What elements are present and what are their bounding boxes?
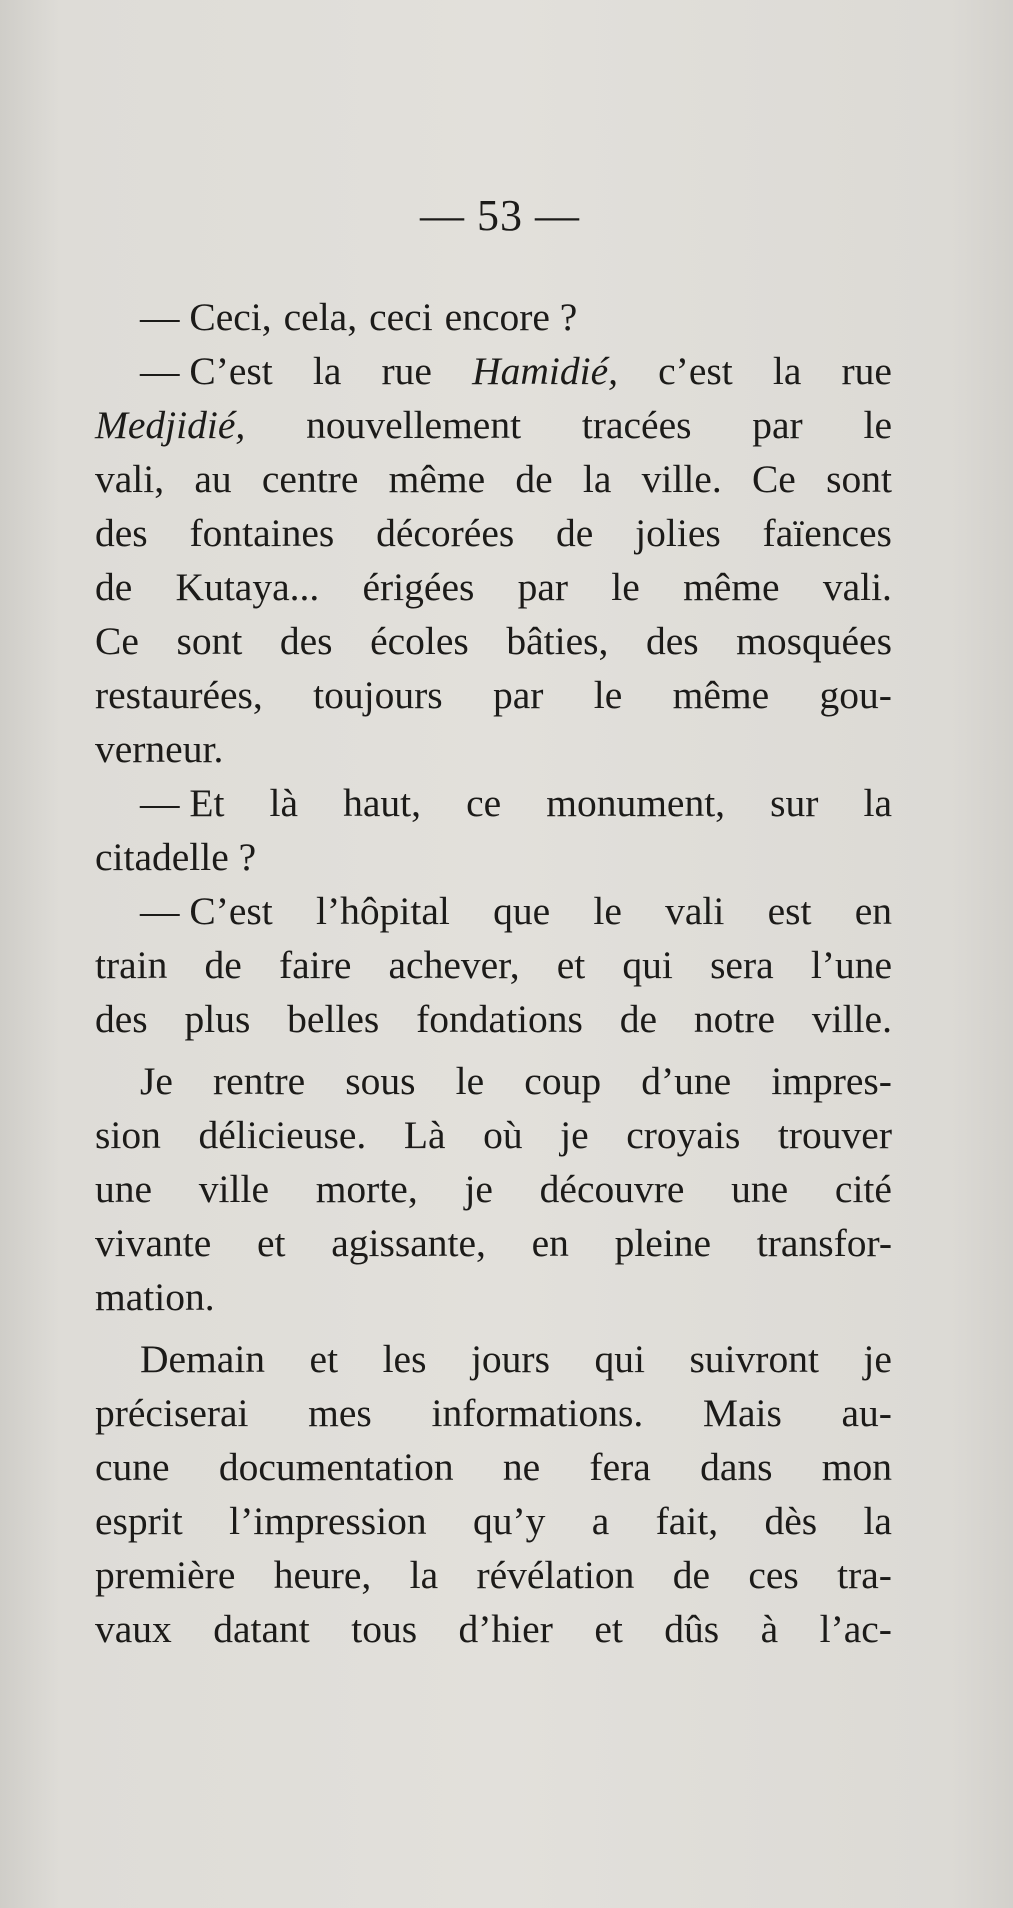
word: la <box>863 1499 892 1543</box>
word: le <box>593 673 623 717</box>
word: qu’y <box>472 1499 546 1543</box>
word: centre <box>261 457 359 501</box>
word: ville. <box>641 457 722 501</box>
text-line <box>95 344 892 398</box>
word: qui <box>622 943 673 987</box>
word: préciserai <box>95 1391 249 1435</box>
text-line <box>95 668 892 722</box>
text-line <box>95 452 892 506</box>
text-line <box>95 398 892 452</box>
word: citadelle ? <box>95 835 257 879</box>
word: mes <box>308 1391 372 1435</box>
word: ces <box>748 1553 799 1597</box>
word: l’impression <box>229 1499 427 1543</box>
word: dûs <box>664 1607 720 1651</box>
word: au <box>194 457 232 501</box>
word: le <box>455 1059 485 1103</box>
word: et <box>309 1337 339 1381</box>
word: coup <box>524 1059 602 1103</box>
word: Là <box>403 1113 446 1157</box>
word: des <box>95 511 148 555</box>
word: rue <box>381 349 432 393</box>
word: ceci <box>369 295 433 339</box>
word: je <box>560 1113 589 1157</box>
word: même <box>388 457 486 501</box>
word: est <box>767 889 812 933</box>
word: je <box>464 1167 493 1211</box>
word: ce <box>466 781 502 825</box>
word: fait, <box>655 1499 719 1543</box>
word: là <box>269 781 299 825</box>
word: rue <box>841 349 892 393</box>
word: tracées <box>581 403 692 447</box>
word: des <box>645 619 699 663</box>
word: Kutaya... <box>175 565 320 609</box>
text-line <box>95 1270 892 1324</box>
word: a <box>591 1499 610 1543</box>
word: ville <box>198 1167 269 1211</box>
word: esprit <box>95 1499 183 1543</box>
word: impres- <box>771 1059 892 1103</box>
word: monument, <box>546 781 726 825</box>
word: les <box>382 1337 427 1381</box>
word: — Ceci, <box>140 295 272 339</box>
word: en <box>531 1221 569 1265</box>
word: par <box>517 565 569 609</box>
word: Ce <box>751 457 796 501</box>
word: première <box>95 1553 236 1597</box>
word: rentre <box>213 1059 306 1103</box>
word: de <box>204 943 242 987</box>
word: la <box>582 457 612 501</box>
word: mon <box>821 1445 892 1489</box>
word: même <box>672 673 770 717</box>
word: faire <box>279 943 352 987</box>
word: fera <box>589 1445 651 1489</box>
word: sur <box>770 781 819 825</box>
word: érigées <box>362 565 475 609</box>
word: vaux <box>95 1607 172 1651</box>
text-line <box>95 776 892 830</box>
word: de <box>556 511 594 555</box>
word: par <box>492 673 544 717</box>
text-line <box>95 614 892 668</box>
text-line <box>95 560 892 614</box>
word: le <box>611 565 640 609</box>
word: tous <box>351 1607 418 1651</box>
word: ville. <box>811 997 892 1041</box>
word: vali <box>665 889 725 933</box>
word: trouver <box>777 1113 892 1157</box>
word: agissante, <box>331 1221 486 1265</box>
text-line <box>95 1386 892 1440</box>
text-line <box>95 1054 892 1108</box>
word: de <box>515 457 553 501</box>
word: Demain <box>140 1337 266 1381</box>
text-line <box>95 1440 892 1494</box>
word: vali, <box>95 457 165 501</box>
word: l’une <box>810 943 892 987</box>
word: la <box>863 781 892 825</box>
word: d’hier <box>458 1607 553 1651</box>
word: où <box>483 1113 523 1157</box>
word: fontaines <box>189 511 335 555</box>
word: ne <box>502 1445 541 1489</box>
text-line <box>95 1162 892 1216</box>
word: restaurées, <box>95 673 263 717</box>
word: cune <box>95 1445 170 1489</box>
word: heure, <box>273 1553 372 1597</box>
word: dans <box>700 1445 773 1489</box>
word: même <box>683 565 780 609</box>
word: des <box>279 619 333 663</box>
text-line <box>95 506 892 560</box>
word: Medjidié, <box>95 403 246 447</box>
word: morte, <box>315 1167 418 1211</box>
word: au- <box>841 1391 892 1435</box>
word: une <box>731 1167 789 1211</box>
word: c’est <box>658 349 733 393</box>
word: Hamidié, <box>472 349 619 393</box>
text-line <box>95 1216 892 1270</box>
word: faïences <box>762 511 892 555</box>
word: — C’est <box>140 349 273 393</box>
word: notre <box>693 997 776 1041</box>
word: à <box>760 1607 779 1651</box>
word: cité <box>834 1167 892 1211</box>
word: — C’est <box>140 889 273 933</box>
word: bâties, <box>506 619 609 663</box>
word: le <box>863 403 892 447</box>
word: mosquées <box>736 619 892 663</box>
word: documentation <box>218 1445 454 1489</box>
word: plus <box>184 997 251 1041</box>
word: fondations <box>416 997 583 1041</box>
word: vivante <box>95 1221 212 1265</box>
word: le <box>593 889 622 933</box>
word: délicieuse. <box>198 1113 367 1157</box>
word: en <box>854 889 892 933</box>
word: découvre <box>539 1167 685 1211</box>
text-line <box>95 884 892 938</box>
word: informations. <box>431 1391 644 1435</box>
word: de <box>619 997 658 1041</box>
word: achever, <box>388 943 520 987</box>
word: nouvellement <box>306 403 522 447</box>
word: tra- <box>837 1553 892 1597</box>
word: d’une <box>641 1059 732 1103</box>
word: et <box>556 943 586 987</box>
word: écoles <box>370 619 469 663</box>
word: des <box>95 997 148 1041</box>
word: cela, <box>283 295 358 339</box>
word: la <box>312 349 342 393</box>
word: vali. <box>822 565 892 609</box>
word: mation. <box>95 1275 215 1319</box>
word: l’ac- <box>819 1607 892 1651</box>
word: qui <box>594 1337 645 1381</box>
word: révélation <box>476 1553 635 1597</box>
word: pleine <box>614 1221 712 1265</box>
body-text <box>95 290 892 1656</box>
word: belles <box>287 997 380 1041</box>
word: de <box>95 565 133 609</box>
word: verneur. <box>95 727 224 771</box>
page-number: — 53 — <box>420 191 580 240</box>
word: décorées <box>376 511 515 555</box>
text-line <box>95 1108 892 1162</box>
word: et <box>594 1607 623 1651</box>
text-line <box>95 722 892 776</box>
word: encore ? <box>444 295 578 339</box>
word: de <box>672 1553 711 1597</box>
word: sera <box>710 943 774 987</box>
word: toujours <box>313 673 443 717</box>
word: croyais <box>626 1113 741 1157</box>
word: train <box>95 943 168 987</box>
word: par <box>752 403 803 447</box>
text-line <box>95 1332 892 1386</box>
text-line <box>95 1494 892 1548</box>
word: Mais <box>702 1391 782 1435</box>
word: la <box>772 349 802 393</box>
word: que <box>493 889 551 933</box>
word: transfor- <box>756 1221 892 1265</box>
word: jours <box>470 1337 550 1381</box>
word: une <box>95 1167 153 1211</box>
word: haut, <box>343 781 422 825</box>
word: sont <box>176 619 243 663</box>
text-line <box>95 1602 892 1656</box>
word: sion <box>95 1113 161 1157</box>
word: suivront <box>689 1337 819 1381</box>
word: Ce <box>95 619 139 663</box>
word: je <box>863 1337 892 1381</box>
text-line <box>95 938 892 992</box>
text-line <box>95 992 892 1046</box>
text-line <box>95 1548 892 1602</box>
word: sont <box>826 457 892 501</box>
text-line <box>95 830 892 884</box>
word: Je <box>140 1059 173 1103</box>
word: et <box>256 1221 286 1265</box>
text-line <box>95 290 892 344</box>
word: dès <box>764 1499 818 1543</box>
word: jolies <box>635 511 721 555</box>
word: gou- <box>819 673 892 717</box>
word: sous <box>345 1059 416 1103</box>
word: l’hôpital <box>316 889 450 933</box>
word: datant <box>213 1607 310 1651</box>
word: la <box>409 1553 439 1597</box>
word: — Et <box>140 781 225 825</box>
